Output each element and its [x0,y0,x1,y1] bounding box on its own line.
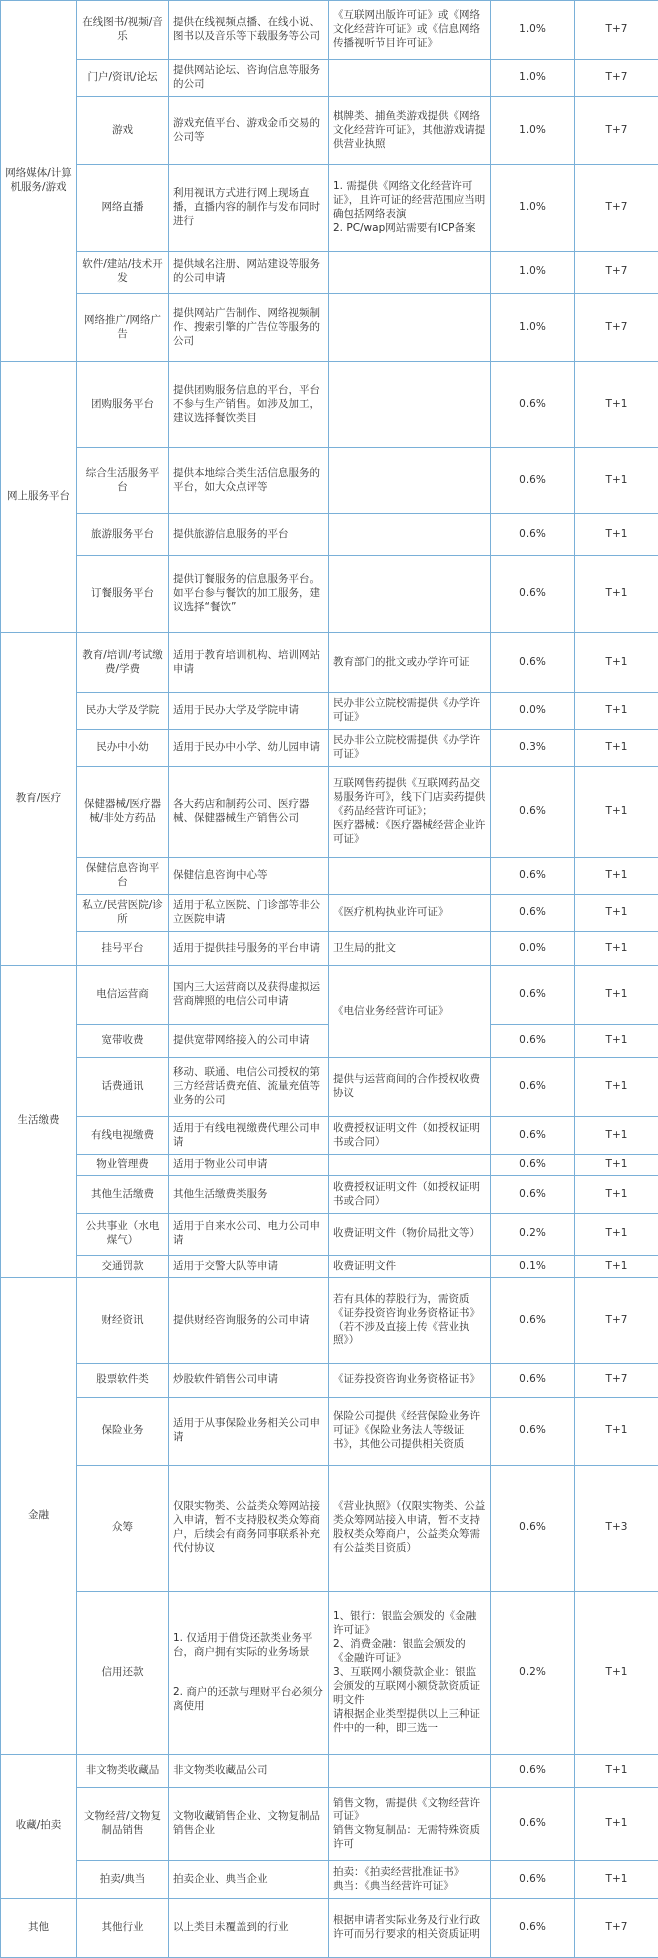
settlement-cell: T+7 [575,251,658,293]
category-cell: 网上服务平台 [1,362,77,633]
qualification-line: 保险公司提供《经营保险业务许可证》《保险业务法人等级证书》，其他公司提供相关资质 [333,1410,480,1451]
table-row [1,1,658,60]
description-cell: 适用于教育培训机构、培训网站申请 [169,633,329,692]
qualification-line: 销售文物，需提供《文物经营许可证》 [333,1796,480,1823]
rate-cell: 1.0% [491,251,575,293]
rate-cell: 1.0% [491,1,575,60]
rate-cell: 0.1% [491,1256,575,1278]
subcategory-cell: 拍卖/典当 [77,1861,169,1898]
qualification-cell [329,362,491,448]
description-line: 2. 商户的还款与理财平台必须分离使用 [173,1685,323,1712]
rate-cell: 0.6% [491,965,575,1024]
table-row [1,1364,658,1397]
qualification-cell [329,1591,491,1754]
qualification-line: 棋牌类、捕鱼类游戏提供《网络文化经营许可证》，其他游戏请提供营业执照 [333,109,486,150]
category-cell: 生活缴费 [1,965,77,1277]
table-row [1,60,658,97]
subcategory-cell: 订餐服务平台 [77,556,169,633]
rate-cell: 0.3% [491,729,575,766]
qualification-cell [329,729,491,766]
description-cell: 以上类目未覆盖到的行业 [169,1898,329,1957]
qualification-cell [329,165,491,251]
qualification-line: 请根据企业类型提供以上三种证件中的一种，即三选一 [333,1707,480,1734]
settlement-cell: T+1 [575,1213,658,1255]
table-row [1,965,658,1024]
qualification-line: 拍卖：《拍卖经营批准证书》 [333,1865,465,1878]
description-cell: 提供宽带网络接入的公司申请 [169,1024,329,1057]
description-cell: 提供网站广告制作、网络视频制作、搜索引擎的广告位等服务的公司 [169,294,329,362]
settlement-cell: T+1 [575,1788,658,1861]
category-cell: 其他 [1,1898,77,1957]
description-cell: 国内三大运营商以及获得虚拟运营商牌照的电信公司申请 [169,965,329,1024]
subcategory-cell: 信用还款 [77,1591,169,1754]
settlement-cell: T+1 [575,729,658,766]
settlement-cell: T+7 [575,1,658,60]
subcategory-cell: 综合生活服务平台 [77,448,169,514]
description-cell: 适用于自来水公司、电力公司申请 [169,1213,329,1255]
qualification-cell [329,294,491,362]
subcategory-cell: 非文物类收藏品 [77,1754,169,1787]
table-row [1,895,658,932]
rate-cell: 0.6% [491,633,575,692]
rate-cell: 0.6% [491,1861,575,1898]
qualification-line: 提供与运营商间的合作授权收费协议 [333,1073,480,1100]
settlement-cell: T+7 [575,60,658,97]
subcategory-cell: 交通罚款 [77,1256,169,1278]
qualification-cell [329,513,491,555]
spacer [173,1660,324,1686]
category-cell: 网络媒体/计算机服务/游戏 [1,1,77,362]
settlement-cell: T+3 [575,1465,658,1591]
rate-cell: 0.0% [491,692,575,729]
qualification-line: 收费证明文件（物价局批文等） [333,1227,480,1240]
qualification-line: 《医疗机构执业许可证》 [333,906,449,919]
rate-cell: 0.6% [491,513,575,555]
subcategory-cell: 有线电视缴费 [77,1117,169,1154]
category-cell: 金融 [1,1277,77,1754]
subcategory-cell: 民办大学及学院 [77,692,169,729]
rate-cell: 0.6% [491,448,575,514]
description-cell: 保健信息咨询中心等 [169,857,329,894]
qualification-cell [329,60,491,97]
rate-cell: 1.0% [491,60,575,97]
settlement-cell: T+1 [575,556,658,633]
settlement-cell: T+7 [575,1364,658,1397]
subcategory-cell: 网络推广/网络广告 [77,294,169,362]
qualification-line: 典当：《典当经营许可证》 [333,1879,454,1892]
description-cell: 文物收藏销售企业、文物复制品销售企业 [169,1788,329,1861]
subcategory-cell: 民办中小幼 [77,729,169,766]
rate-cell: 0.6% [491,1898,575,1957]
subcategory-cell: 保险业务 [77,1397,169,1465]
qualification-line: 根据申请者实际业务及行业行政许可而另行要求的相关资质证明 [333,1913,480,1940]
rate-cell: 0.6% [491,1176,575,1213]
table-row [1,513,658,555]
qualification-cell [329,1,491,60]
subcategory-cell: 宽带收费 [77,1024,169,1057]
qualification-line: 2、消费金融：银监会颁发的《金融许可证》 [333,1637,466,1664]
qualification-line: 《证券投资咨询业务资格证书》 [333,1373,480,1386]
description-cell: 炒股软件销售公司申请 [169,1364,329,1397]
settlement-cell: T+1 [575,1397,658,1465]
subcategory-cell: 电信运营商 [77,965,169,1024]
description-cell: 适用于物业公司申请 [169,1154,329,1176]
qualification-cell [329,1397,491,1465]
qualification-cell [329,1898,491,1957]
description-cell: 适用于交警大队等申请 [169,1256,329,1278]
table-row [1,1898,658,1957]
rate-cell: 0.6% [491,1788,575,1861]
subcategory-cell: 保健器械/医疗器械/非处方药品 [77,766,169,857]
table-row [1,1591,658,1754]
description-cell: 提供网站论坛、咨询信息等服务的公司 [169,60,329,97]
subcategory-cell: 股票软件类 [77,1364,169,1397]
description-cell: 仅限实物类、公益类众筹网站接入申请，暂不支持股权类众筹商户，后续会有商务同事联系补充代付协议 [169,1465,329,1591]
description-cell: 移动、联通、电信公司授权的第三方经营话费充值、流量充值等业务的公司 [169,1058,329,1117]
subcategory-cell: 文物经营/文物复制品销售 [77,1788,169,1861]
subcategory-cell: 公共事业（水电煤气） [77,1213,169,1255]
table-row [1,362,658,448]
description-cell: 提供本地综合类生活信息服务的平台，如大众点评等 [169,448,329,514]
qualification-cell [329,1256,491,1278]
qualification-cell [329,1465,491,1591]
rate-cell: 0.6% [491,362,575,448]
table-row [1,729,658,766]
rate-cell: 0.6% [491,895,575,932]
rate-cell: 0.6% [491,1364,575,1397]
table-row [1,692,658,729]
qualification-line: 收费授权证明文件（如授权证明书或合同） [333,1121,480,1148]
settlement-cell: T+1 [575,965,658,1024]
qualification-cell [329,895,491,932]
table-row [1,1058,658,1117]
description-cell: 各大药店和制药公司、医疗器械、保健器械生产销售公司 [169,766,329,857]
settlement-cell: T+1 [575,448,658,514]
qualification-line: 《互联网出版许可证》或《网络文化经营许可证》或《信息网络传播视听节目许可证》 [333,9,480,50]
rate-cell: 0.6% [491,1154,575,1176]
qualification-line: 3、互联网小额贷款企业：银监会颁发的互联网小额贷款资质证明文件 [333,1665,480,1706]
qualification-line: 互联网售药提供《互联网药品交易服务许可》，线下门店卖药提供《药品经营许可证》； [333,777,486,817]
description-cell [169,1591,329,1754]
qualification-line: 民办非公立院校需提供《办学许可证》 [333,733,480,760]
rate-cell: 0.6% [491,1024,575,1057]
rate-cell: 0.6% [491,1277,575,1363]
table-row [1,1154,658,1176]
table-row [1,97,658,165]
qualification-cell [329,251,491,293]
subcategory-cell: 在线图书/视频/音乐 [77,1,169,60]
description-cell: 其他生活缴费类服务 [169,1176,329,1213]
subcategory-cell: 网络直播 [77,165,169,251]
table-row [1,1117,658,1154]
qualification-cell [329,448,491,514]
description-cell: 提供订餐服务的信息服务平台。如平台参与餐饮的加工服务，建议选择“餐饮” [169,556,329,633]
subcategory-cell: 话费通讯 [77,1058,169,1117]
table-row [1,932,658,965]
settlement-cell: T+1 [575,1024,658,1057]
qualification-line: 《营业执照》（仅限实物类、公益类众筹网站接入申请，暂不支持股权类众筹商户，公益类众筹需有公益类目资质） [333,1500,486,1555]
subcategory-cell: 游戏 [77,97,169,165]
table-row [1,1213,658,1255]
settlement-cell: T+1 [575,362,658,448]
rate-cell: 0.6% [491,1465,575,1591]
table-row [1,1465,658,1591]
qualification-cell [329,1154,491,1176]
qualification-line: 卫生局的批文 [333,941,396,954]
description-cell: 适用于私立医院、门诊部等非公立医院申请 [169,895,329,932]
rate-cell: 0.6% [491,556,575,633]
subcategory-cell: 众筹 [77,1465,169,1591]
category-cell: 收藏/拍卖 [1,1754,77,1898]
description-cell: 适用于有线电视缴费代理公司申请 [169,1117,329,1154]
rate-cell: 0.6% [491,1754,575,1787]
subcategory-cell: 团购服务平台 [77,362,169,448]
category-cell: 教育/医疗 [1,633,77,965]
subcategory-cell: 门户/资讯/论坛 [77,60,169,97]
qualification-line: 1、银行：银监会颁发的《金融许可证》 [333,1610,477,1636]
qualification-cell [329,1788,491,1861]
rate-cell: 0.6% [491,1117,575,1154]
description-cell: 提供团购服务信息的平台，平台不参与生产销售。如涉及加工，建议选择餐饮类目 [169,362,329,448]
table-row [1,633,658,692]
table-row [1,251,658,293]
settlement-cell: T+1 [575,895,658,932]
qualification-cell [329,1058,491,1117]
qualification-cell [329,692,491,729]
subcategory-cell: 挂号平台 [77,932,169,965]
table-row [1,165,658,251]
settlement-cell: T+1 [575,633,658,692]
settlement-cell: T+1 [575,766,658,857]
qualification-cell [329,1117,491,1154]
qualification-line: 教育部门的批文或办学许可证 [333,655,470,668]
table-row [1,294,658,362]
qualification-line: 收费证明文件 [333,1259,396,1272]
table-row [1,1861,658,1898]
description-cell: 适用于民办大学及学院申请 [169,692,329,729]
description-cell: 提供旅游信息服务的平台 [169,513,329,555]
qualification-cell [329,633,491,692]
settlement-cell: T+7 [575,97,658,165]
settlement-cell: T+1 [575,1176,658,1213]
subcategory-cell: 物业管理费 [77,1154,169,1176]
rate-cell: 0.6% [491,1397,575,1465]
settlement-cell: T+1 [575,1754,658,1787]
description-cell: 适用于提供挂号服务的平台申请 [169,932,329,965]
table-row [1,1256,658,1278]
subcategory-cell: 财经资讯 [77,1277,169,1363]
rate-cell: 0.6% [491,857,575,894]
rate-cell: 0.6% [491,1058,575,1117]
table-row [1,1754,658,1787]
description-cell: 拍卖企业、典当企业 [169,1861,329,1898]
qualification-cell [329,1176,491,1213]
qualification-cell [329,766,491,857]
table-row [1,1397,658,1465]
subcategory-cell: 其他行业 [77,1898,169,1957]
subcategory-cell: 旅游服务平台 [77,513,169,555]
settlement-cell: T+7 [575,1898,658,1957]
settlement-cell: T+1 [575,1117,658,1154]
subcategory-cell: 私立/民营医院/诊所 [77,895,169,932]
qualification-cell [329,97,491,165]
qualification-cell [329,857,491,894]
qualification-line: 2. PC/wap网站需要有ICP备案 [333,221,476,234]
rate-cell: 1.0% [491,165,575,251]
table-row [1,1788,658,1861]
settlement-cell: T+1 [575,513,658,555]
table-row [1,556,658,633]
subcategory-cell: 其他生活缴费 [77,1176,169,1213]
qualification-line: 《电信业务经营许可证》 [333,1004,449,1017]
rate-cell: 1.0% [491,294,575,362]
settlement-cell: T+1 [575,857,658,894]
settlement-cell: T+1 [575,1058,658,1117]
rate-cell: 0.2% [491,1591,575,1754]
table-row [1,1277,658,1363]
settlement-cell: T+1 [575,1861,658,1898]
qualification-cell [329,1861,491,1898]
description-cell: 适用于民办中小学、幼儿园申请 [169,729,329,766]
description-cell: 适用于从事保险业务相关公司申请 [169,1397,329,1465]
rate-cell: 0.0% [491,932,575,965]
qualification-line: 收费授权证明文件（如授权证明书或合同） [333,1180,480,1207]
description-cell: 游戏充值平台、游戏金币交易的公司等 [169,97,329,165]
subcategory-cell: 保健信息咨询平台 [77,857,169,894]
settlement-cell: T+1 [575,1591,658,1754]
rate-cell: 1.0% [491,97,575,165]
settlement-cell: T+1 [575,692,658,729]
table-row [1,1176,658,1213]
qualification-line: 销售文物复制品：无需特殊资质许可 [333,1824,480,1851]
qualification-cell [329,1277,491,1363]
qualification-cell [329,556,491,633]
description-cell: 利用视讯方式进行网上现场直播，直播内容的制作与发布同时进行 [169,165,329,251]
qualification-cell [329,1364,491,1397]
qualification-line: 医疗器械：《医疗器械经营企业许可证》 [333,818,486,845]
settlement-cell: T+7 [575,1277,658,1363]
qualification-line: 1. 需提供《网络文化经营许可证》，且许可证的经营范围应当明确包括网络表演 [333,180,486,221]
description-cell: 提供在线视频点播、在线小说、图书以及音乐等下载服务等公司 [169,1,329,60]
table-row [1,766,658,857]
settlement-cell: T+1 [575,1154,658,1176]
qualification-line: 民办非公立院校需提供《办学许可证》 [333,696,480,723]
qualification-cell [329,932,491,965]
table-row [1,448,658,514]
rate-cell: 0.6% [491,766,575,857]
qualification-cell [329,1213,491,1255]
description-cell: 提供财经咨询服务的公司申请 [169,1277,329,1363]
subcategory-cell: 教育/培训/考试缴费/学费 [77,633,169,692]
table-row [1,857,658,894]
qualification-cell [329,1754,491,1787]
description-line: 1. 仅适用于借贷还款类业务平台，商户拥有实际的业务场景 [173,1631,313,1658]
qualification-cell [329,965,491,1058]
qualification-line: 若有具体的荐股行为，需资质《证券投资咨询业务资格证书》（若不涉及直接上传《营业执照》） [333,1292,480,1347]
description-cell: 提供域名注册、网站建设等服务的公司申请 [169,251,329,293]
settlement-cell: T+7 [575,165,658,251]
settlement-cell: T+7 [575,294,658,362]
subcategory-cell: 软件/建站/技术开发 [77,251,169,293]
settlement-cell: T+1 [575,1256,658,1278]
description-cell: 非文物类收藏品公司 [169,1754,329,1787]
rate-cell: 0.2% [491,1213,575,1255]
settlement-cell: T+1 [575,932,658,965]
